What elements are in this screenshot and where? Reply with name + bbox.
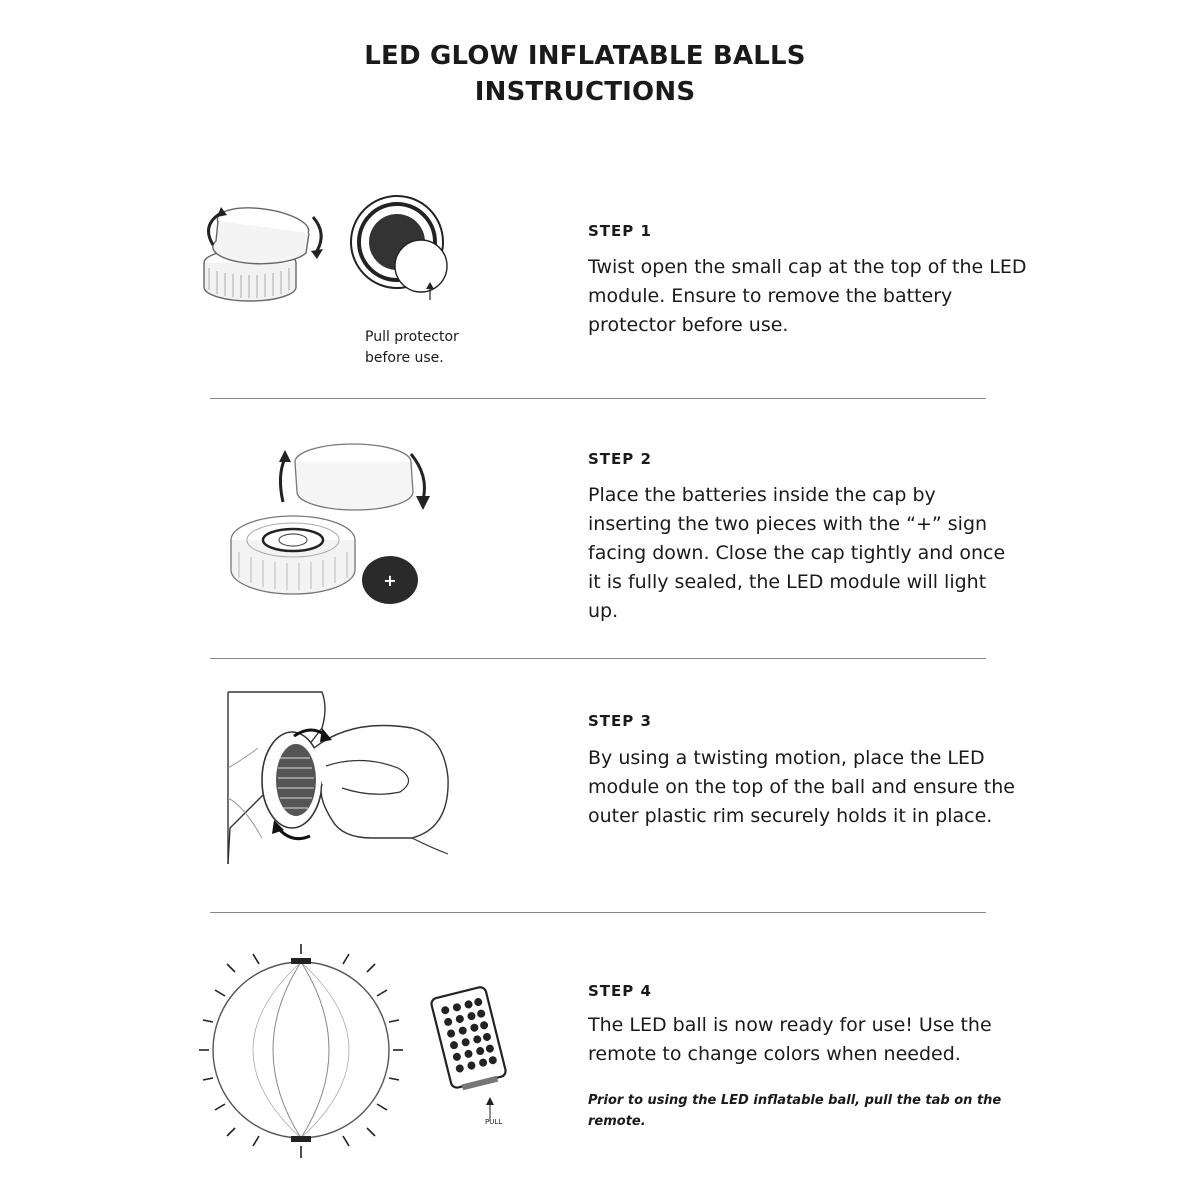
title-line-1: LED GLOW INFLATABLE BALLS (364, 41, 806, 71)
page-title (0, 38, 1170, 110)
battery-protector-icon (345, 190, 465, 320)
hand-twist-icon (222, 688, 462, 873)
title-line-2: INSTRUCTIONS (474, 77, 696, 107)
step-2-label: STEP 2 (588, 450, 652, 468)
divider-1 (210, 398, 986, 399)
glowing-ball-icon (195, 940, 410, 1165)
step-1-text: Twist open the small cap at the top of the LED module. Ensure to remove the battery protector before use. (588, 256, 1027, 336)
battery-plus-sign: + (383, 571, 397, 590)
twist-cap-icon (195, 195, 340, 320)
protector-caption: Pull protector before use. (365, 329, 459, 366)
step-3-label: STEP 3 (588, 712, 652, 730)
battery-insert-icon (225, 440, 440, 615)
divider-3 (210, 912, 986, 913)
step-3-text: By using a twisting motion, place the LED module on the top of the ball and ensure the outer plastic rim securely holds it in place. (588, 747, 1015, 827)
step-4-label: STEP 4 (588, 982, 652, 1000)
remote-tab-note: Prior to using the LED inflatable ball, pull the tab on the remote. (588, 1093, 1002, 1129)
remote-control-icon (420, 985, 520, 1095)
step-2-text: Place the batteries inside the cap by inserting the two pieces with the “+” sign facing down. Close the cap tightly and once it is fully sealed, the LED module will light up. (588, 484, 1006, 622)
remote-pull-tab-label: PULL (485, 1118, 503, 1126)
step-4-text: The LED ball is now ready for use! Use the remote to change colors when needed. (588, 1014, 992, 1065)
divider-2 (210, 658, 986, 659)
step-1-label: STEP 1 (588, 222, 652, 240)
